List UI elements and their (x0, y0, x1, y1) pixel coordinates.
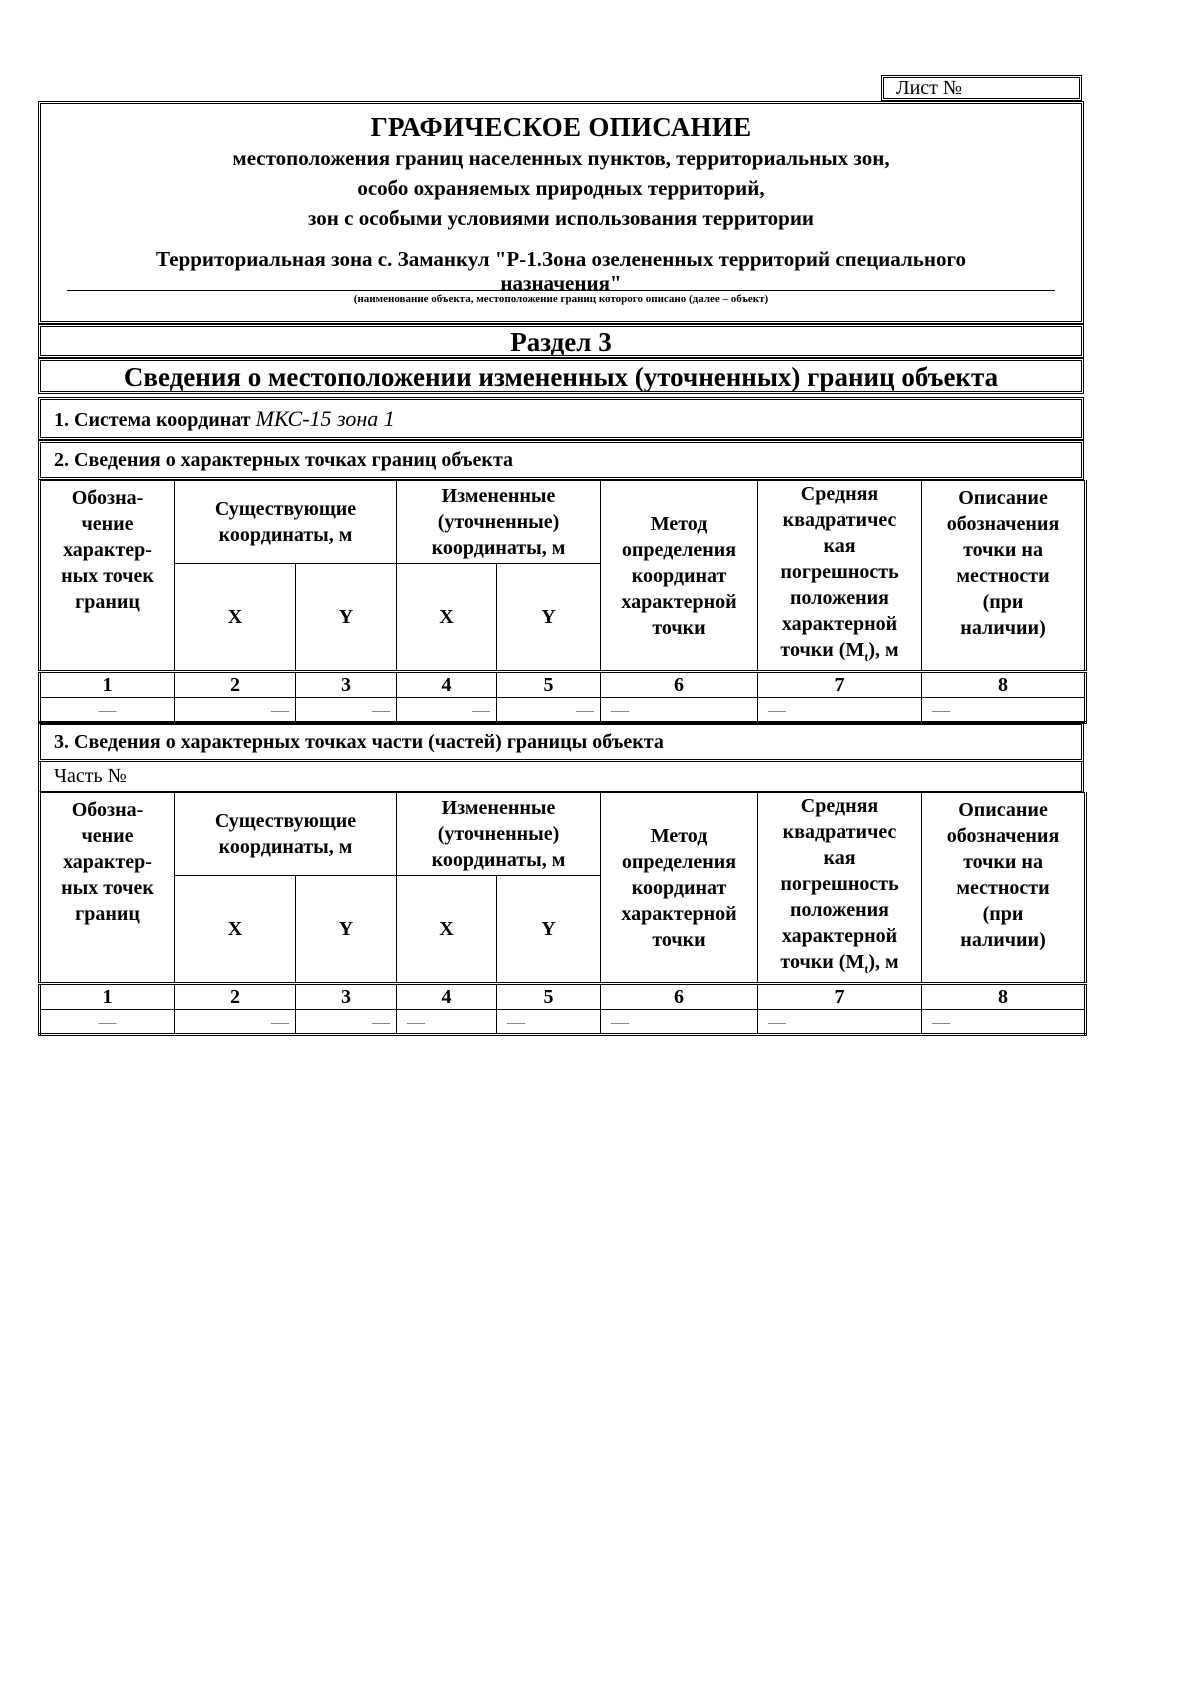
col-method: Метод определения координат характерной точки (601, 481, 758, 672)
header-block (38, 101, 1084, 324)
document-title: ГРАФИЧЕСКОЕ ОПИСАНИЕ (370, 112, 752, 142)
col-existing-coords: Существующие координаты, м (175, 793, 397, 876)
col-changed-y: Y (497, 875, 601, 983)
sheet-label: Лист № (896, 77, 962, 99)
column-numbers-row: 1 2 3 4 5 6 7 8 (40, 984, 1086, 1010)
col-changed-y: Y (497, 564, 601, 672)
parts-table (38, 792, 1087, 1036)
object-underline (67, 290, 1055, 291)
col-changed-x: X (397, 564, 497, 672)
col-existing-x: X (175, 564, 296, 672)
section-subtitle-text: Сведения о местоположении измененных (уточненных) границ объекта (123, 362, 999, 392)
part-label: Часть № (54, 765, 127, 787)
coordinate-system-value: МКС-15 зона 1 (255, 406, 395, 431)
col-existing-y: Y (296, 875, 397, 983)
coordinate-system-label: 1. Система координат (54, 409, 251, 431)
object-caption: (наименование объекта, местоположение границ которого описано (далее – объект) (353, 293, 769, 305)
parts-heading-text: 3. Сведения о характерных точках части (частей) границы объекта (54, 731, 664, 753)
table-row: — — — — — — — — (40, 698, 1086, 723)
sheet-number-box (881, 75, 1082, 101)
col-error: Средняя квадратичес кая погрешность положения характерной точки $(M_t)$, м (758, 793, 922, 984)
object-name: Территориальная зона с. Заманкул "Р-1.Зона озелененных территорий специального назначения" (156, 247, 966, 295)
table-row: — — — — — — — — (40, 1010, 1086, 1035)
section-subtitle (38, 358, 1084, 394)
col-existing-coords: Существующие координаты, м (175, 481, 397, 564)
col-error: Средняя квадратичес кая погрешность положения характерной точки $(M_t)$, м (758, 481, 922, 672)
section-title (38, 324, 1084, 358)
points-heading (38, 440, 1084, 480)
col-changed-coords: Измененные (уточненные) координаты, м (397, 793, 601, 876)
col-changed-x: X (397, 875, 497, 983)
section-number: Раздел 3 (510, 327, 612, 357)
points-heading-text: 2. Сведения о характерных точках границ объекта (54, 449, 514, 471)
part-number-row (38, 762, 1084, 792)
coordinate-system-row (38, 397, 1084, 440)
col-description: Описание обозначения точки на местности (при наличии) (922, 481, 1086, 672)
col-changed-coords: Измененные (уточненные) координаты, м (397, 481, 601, 564)
col-point-designation: Обозна- чение характер- ных точек границ (40, 793, 175, 984)
points-table (38, 480, 1087, 724)
col-existing-y: Y (296, 564, 397, 672)
col-method: Метод определения координат характерной точки (601, 793, 758, 984)
subtitle-line-1: местоположения границ населенных пунктов, территориальных зон, (232, 146, 890, 170)
col-description: Описание обозначения точки на местности (при наличии) (922, 793, 1086, 984)
subtitle-line-3: зон с особыми условиями использования территории (307, 206, 815, 230)
subtitle-line-2: особо охраняемых природных территорий, (357, 176, 765, 200)
col-point-designation: Обозна- чение характер- ных точек границ (40, 481, 175, 672)
col-existing-x: X (175, 875, 296, 983)
column-numbers-row: 1 2 3 4 5 6 7 8 (40, 672, 1086, 698)
parts-heading (38, 722, 1084, 762)
